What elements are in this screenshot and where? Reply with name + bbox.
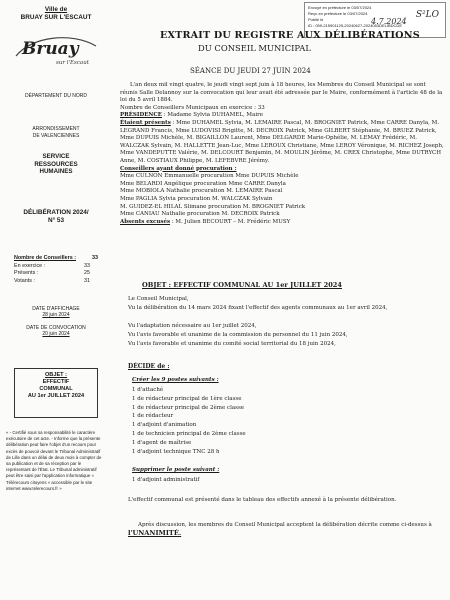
service-line-2: RESSOURCES [34, 160, 78, 168]
ville-line-1: Ville de [44, 6, 68, 13]
list-item: 1 de rédacteur [132, 413, 174, 420]
stamp-handwritten-date: 4.7.2024 [371, 17, 407, 26]
stamp-handwritten-slo: S²LO [415, 10, 439, 20]
objet-box [14, 368, 98, 418]
vu-clause: Vu l'adaptation nécessaire au 1er juillet 2024, [128, 323, 257, 329]
ville-heading [10, 6, 102, 22]
conseil-line: Le Conseil Municipal, [128, 296, 189, 302]
count-value: 31 [84, 277, 90, 284]
arrondissement-2: DE VALENCIENNES [32, 133, 80, 139]
presents-paragraph [120, 120, 444, 166]
logo-text: Bruay [22, 39, 79, 59]
vu-clause: Vu l'avis favorable et unanime du comité social territorial du 18 juin 2024, [128, 341, 336, 347]
stamp-line-4: ID : 059-215901125-20240627-2024053DELIBDCDE [308, 23, 402, 28]
convocation-date: 20 juin 2024 [42, 330, 70, 337]
procuration-item: Mme CULNON Emmanuelle procuration Mme DUPUIS Michèle [120, 173, 299, 180]
count-key: Présents : [14, 270, 39, 277]
objet-box-line-3: AU 1er JUILLET 2024 [27, 393, 85, 399]
absents-label: Absents excusés [120, 218, 171, 225]
count-value: 33 [84, 262, 90, 269]
count-key: Nombre de Conseillers : [14, 255, 77, 261]
list-item: 1 d'agent de maîtrise [132, 439, 192, 446]
absents-text: : M. Julien BECOURT – M. Frédéric MUSY [171, 218, 291, 225]
list-item: 1 d'attaché [132, 387, 164, 393]
document-title: EXTRAIT DU REGISTRE AUX DÉLIBÉRATIONS [160, 30, 420, 41]
creer-list [132, 386, 246, 456]
decide-heading: DÉCIDE de : [128, 363, 170, 370]
presidence-label: PRÉSIDENCE [120, 112, 163, 119]
deliberation-number [4, 209, 108, 225]
effectif-paragraph: L'effectif communal est présenté dans le tableau des effectifs annexé à la présente délibération. [128, 497, 397, 503]
vu-clause: Vu la délibération du 14 mars 2024 fixant l'effectif des agents communaux au 1er avril 2024, [128, 305, 388, 311]
presents-label: Étaient présents [120, 119, 171, 126]
objet-box-line-2: COMMUNAL [39, 386, 73, 392]
procuration-item: Mme CANIAU Nathalie procuration M. DECROIX Patrick [120, 211, 280, 218]
count-value: 25 [84, 270, 90, 277]
vu-clause: Vu l'avis favorable et unanime de la commission du personnel du 11 juin 2024, [128, 332, 348, 338]
creer-heading: Créer les 9 postes suivants : [132, 377, 219, 383]
departement: DÉPARTEMENT DU NORD [25, 93, 87, 99]
count-row [14, 255, 110, 263]
attendance-block [120, 82, 444, 226]
stamp-line-2: Reçu en préfecture le 03/07/2024 [308, 11, 368, 16]
left-column [0, 0, 112, 600]
supprimer-list [132, 476, 199, 485]
affichage-label: DATE D'AFFICHAGE [32, 306, 80, 312]
count-row [14, 270, 110, 278]
arrondissement-1: ARRONDISSEMENT [32, 126, 80, 132]
affichage-date: 28 juin 2024 [42, 312, 70, 319]
stamp-line-3: Publié le [308, 17, 324, 22]
intro-paragraph: L'an deux mil vingt quatre, le jeudi vingt sept juin à 18 heures, les Membres du Conseil Municipal se sont réunis Salle Delannoy sur la convocation qui leur avait été adressée par le Maire, conformément à l'article 48 de la loi du 5 avril 1884. [120, 82, 443, 104]
seance-date: SÉANCE DU JEUDI 27 JUIN 2024 [190, 67, 311, 75]
count-row [14, 263, 110, 271]
procuration-item: Mme PAGLIA Sylvia procuration M. WALCZAK Sylvain [120, 195, 273, 202]
presents-text: : Mme DUHAMEL Sylvia, M. LEMAIRE Pascal, M. BROGNIET Patrick, Mme CARRE Danyla, M. LEGRAND Francis, Mme LUDOVISI Brigitte, M. DECROIX Patrick, Mme GILBERT Stéphanie, M. BRUEZ Patrick, Mme DUPUIS Michèle, M. BIGAILLON Laurent, Mme DELGARDE Marie-Ophélie, M. LEMAY Frédéric, M. WALCZAK Sylvain, M. HALLETTE Jean-Luc, Mme LEROUX Christiane, Mme LEROY Véronique, M. RICHEZ Joseph, Mme VANDEPUTTE Valérie, M. DELCOURT Benjamin, M. MOULIN Jérôme, M. CREX Christophe, Mme DUTRYCH Anne, M. COSTIAUX Philippe, M. LEFEBVRE Jérémy. [120, 119, 444, 164]
list-item: 1 d'adjoint administratif [132, 477, 200, 483]
document-subtitle: DU CONSEIL MUNICIPAL [198, 43, 311, 53]
service-line-3: HUMAINES [39, 168, 73, 176]
stamp-line-1: Envoyé en préfecture le 03/07/2024 [308, 5, 372, 10]
unanimite: l'UNANIMITÉ. [128, 528, 182, 537]
presidence-text: : Madame Sylvia DUHAMEL, Maire [163, 112, 263, 119]
objet-box-label: OBJET : [44, 372, 68, 378]
delib-num: N° 53 [47, 217, 65, 224]
objet-heading: OBJET : EFFECTIF COMMUNAL AU 1er JUILLET 2024 [142, 281, 342, 289]
legal-notice: « - Certifié sous sa responsabilité le caractère exécutoire de cet acte. - Informe que la présente délibération peut faire l'objet d'un recours pour excès de pouvoir devant le Tribunal Administratif de Lille dans un délai de deux mois à compter de sa publication et de sa réception par le représentant de l'État. Le Tribunal administratif peut être saisi par l'application informatique « Télérecours citoyens » accessible par le site internet www.telerecours.fr » [6, 430, 102, 491]
count-value: 33 [92, 255, 98, 261]
supprimer-heading: Supprimer le poste suivant : [132, 467, 220, 473]
bruay-logo [12, 26, 100, 70]
presidence-line [120, 112, 444, 120]
list-item: 1 d'adjoint technique TNC 28 h [132, 448, 220, 455]
count-row [14, 278, 110, 286]
final-paragraph [128, 522, 444, 539]
ville-line-2: BRUAY SUR L'ESCAUT [20, 14, 92, 21]
dates-block [6, 306, 106, 337]
conseillers-counts [14, 255, 110, 285]
service-heading [6, 153, 106, 176]
list-item: 1 de rédacteur principal de 2ème classe [132, 404, 245, 411]
absents-line [120, 219, 444, 227]
list-item: 1 de technicien principal de 2ème classe [132, 430, 246, 437]
procuration-item: M. GUIDEZ-EL HILAL Slimane procuration M. BROGNIET Patrick [120, 203, 306, 210]
procuration-item: Mme MOBIOLA Nathalie procuration M. LEMAIRE Pascal [120, 188, 283, 195]
objet-box-line-1: EFFECTIF [42, 379, 70, 385]
count-key: Votants : [14, 277, 35, 284]
procuration-label: Conseillers ayant donné procuration : [120, 165, 237, 172]
convocation-label: DATE DE CONVOCATION [26, 324, 86, 331]
procuration-item: Mme BELARDI Angélique procuration Mme CARRE Danyla [120, 180, 286, 187]
count-key: En exercice : [14, 262, 46, 269]
list-item: 1 de rédacteur principal de 1ère classe [132, 395, 242, 402]
service-line-1: SERVICE [42, 153, 70, 160]
delib-label: DÉLIBÉRATION 2024/ [23, 209, 89, 216]
logo-sub: sur l'Escaut [56, 60, 89, 66]
nombre-conseillers: Nombre de Conseillers Municipaux en exercice : 33 [120, 104, 265, 111]
list-item: 1 d'adjoint d'animation [132, 422, 197, 429]
final-text: Après discussion, les membres du Conseil Municipal acceptent la délibération décrite comme ci-dessus à [138, 522, 432, 528]
